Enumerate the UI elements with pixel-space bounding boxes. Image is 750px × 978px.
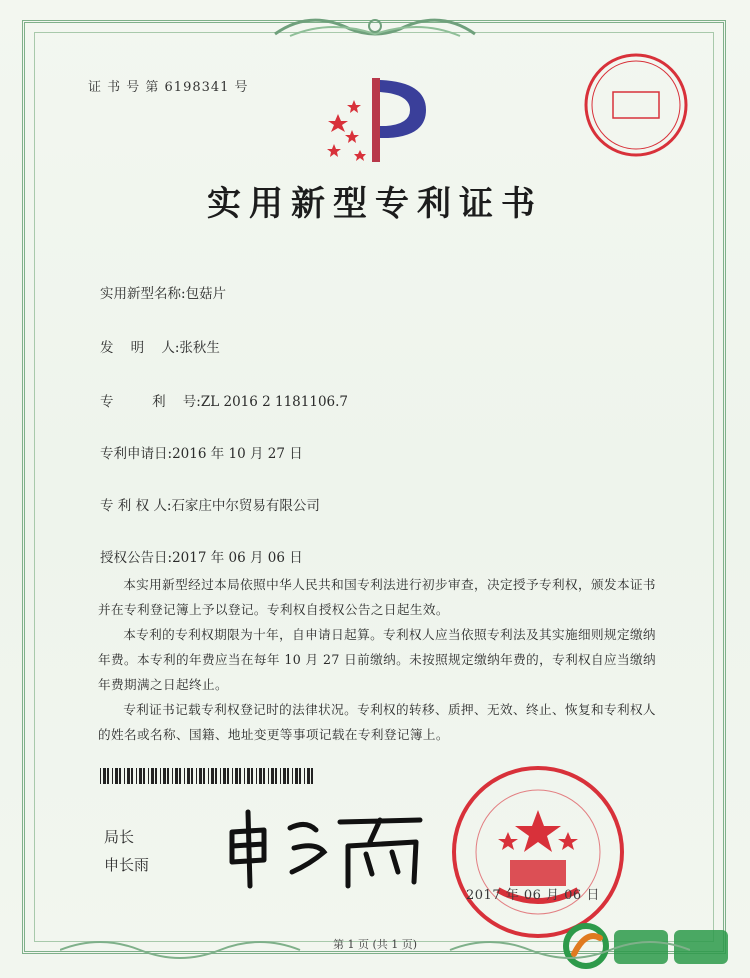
field-value: 2016 年 10 月 27 日 xyxy=(172,446,303,462)
field-label: 授权公告日: xyxy=(100,550,173,566)
field-value: 包菇片 xyxy=(185,286,227,302)
field-value: 石家庄中尔贸易有限公司 xyxy=(171,498,320,514)
certificate-number: 证 书 号 第 6198341 号 xyxy=(88,80,249,95)
page-number: 第 1 页 (共 1 页) xyxy=(332,938,418,951)
body-paragraph: 本实用新型经过本局依照中华人民共和国专利法进行初步审查，决定授予专利权，颁发本证书并在专利登记簿上予以登记。专利权自授权公告之日起生效。 xyxy=(98,577,656,617)
director-title: 局长 xyxy=(104,828,135,846)
official-seal-stamp xyxy=(448,762,628,942)
field-value: 2017 年 06 月 06 日 xyxy=(172,550,303,566)
field-application-date xyxy=(100,442,303,462)
field-label: 发 明 人: xyxy=(100,340,180,356)
certificate-title: 实用新型专利证书 xyxy=(207,184,543,224)
field-label: 实用新型名称: xyxy=(100,286,186,302)
director-name: 申长雨 xyxy=(104,856,150,874)
top-seal-stamp xyxy=(581,50,691,160)
field-value: ZL 2016 2 1181106.7 xyxy=(200,394,349,410)
field-utility-model-name xyxy=(100,282,226,302)
field-value: 张秋生 xyxy=(179,340,220,356)
certificate-body xyxy=(98,572,658,747)
patent-office-logo-icon xyxy=(318,70,438,170)
body-paragraph: 本专利的专利权期限为十年，自申请日起算。专利权人应当依照专利法及其实施细则规定缴纳年费。本专利的年费应当在每年 10 月 27 日前缴纳。未按照规定缴纳年费的，专利权自应当缴纳年费期满之日起终止。 xyxy=(98,627,657,692)
top-ornament xyxy=(270,4,480,44)
handwritten-signature xyxy=(220,802,440,892)
field-label: 专 利 权 人: xyxy=(100,498,172,514)
field-label: 专 利 号: xyxy=(100,394,201,410)
seal-date: 2017 年 06 月 06 日 xyxy=(466,888,600,903)
field-inventor xyxy=(100,336,220,356)
field-grant-date xyxy=(100,546,303,566)
barcode xyxy=(100,768,315,784)
bottom-ornament xyxy=(60,930,690,960)
field-patentee xyxy=(100,494,320,514)
field-patent-number xyxy=(100,390,348,410)
field-label: 专利申请日: xyxy=(100,446,173,462)
body-paragraph: 专利证书记载专利权登记时的法律状况。专利权的转移、质押、无效、终止、恢复和专利权人的姓名或名称、国籍、地址变更等事项记载在专利登记簿上。 xyxy=(98,702,656,742)
